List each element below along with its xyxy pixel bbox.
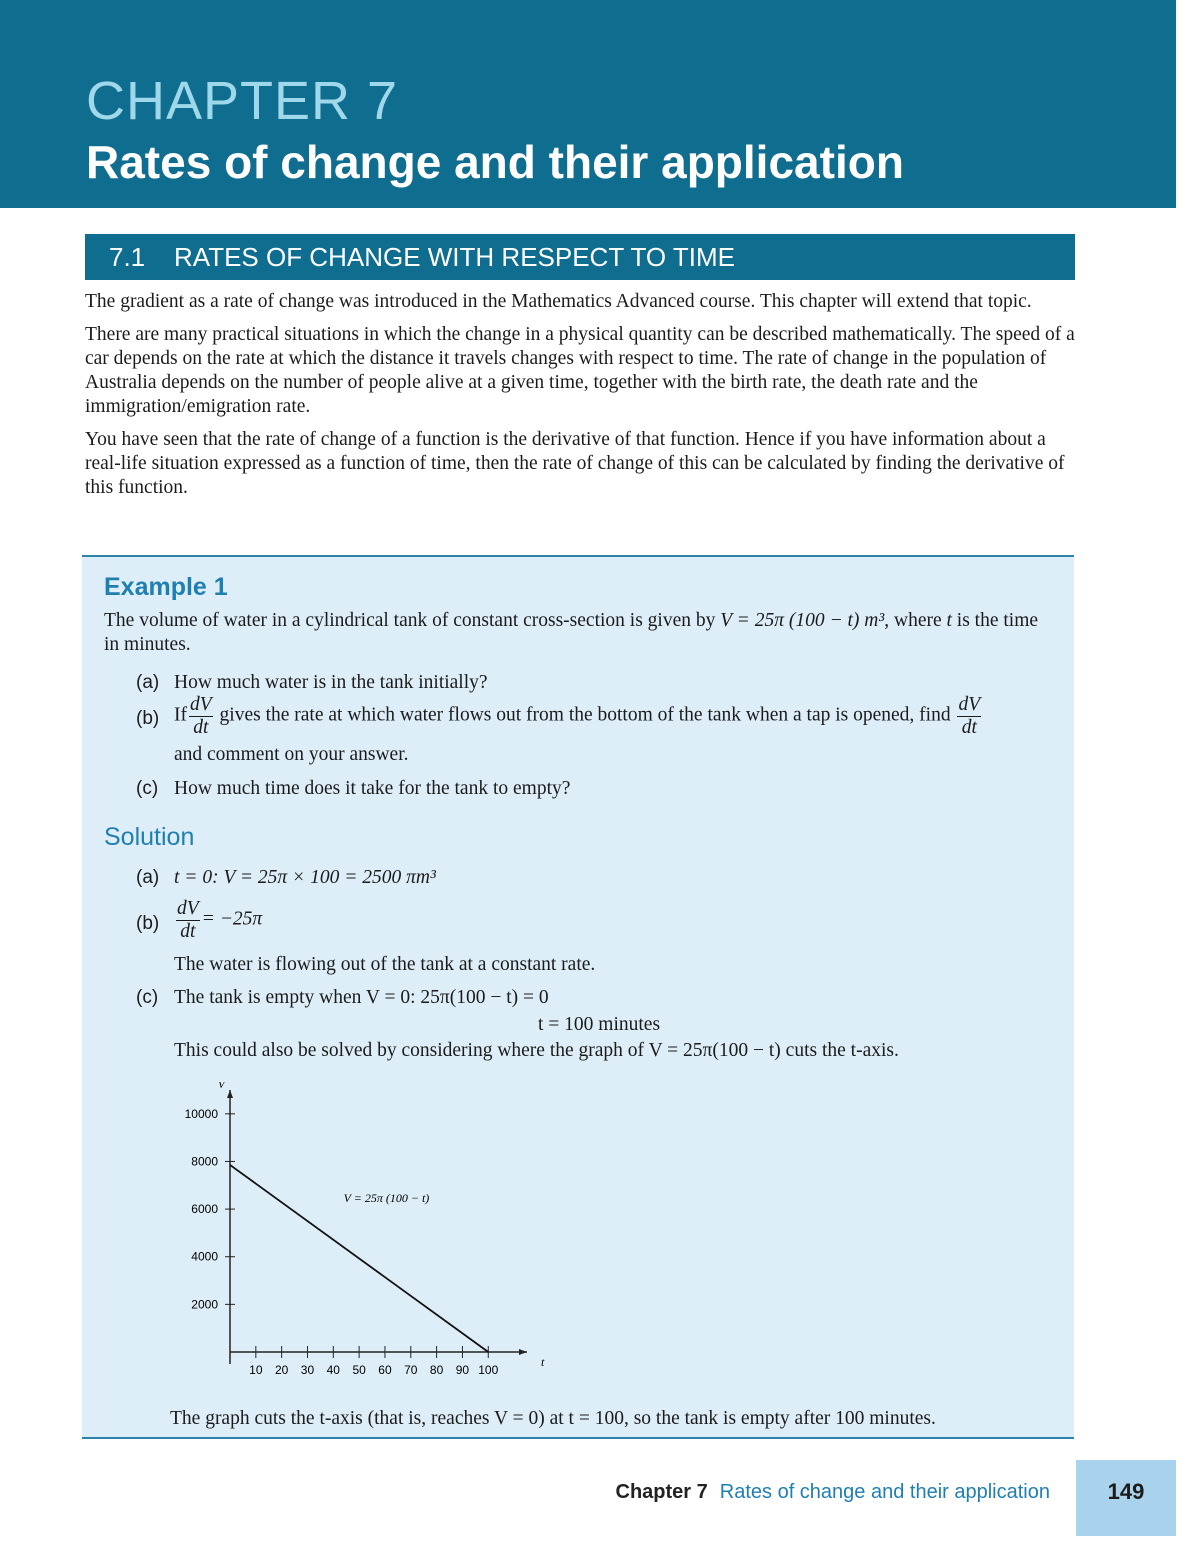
solution-heading: Solution: [104, 823, 195, 851]
chapter-label: CHAPTER 7: [86, 71, 399, 131]
y-tick-label: 2000: [191, 1297, 218, 1312]
section-heading-bar: [85, 234, 1075, 280]
footer-title: Rates of change and their application: [719, 1481, 1050, 1503]
chapter-header-band: [0, 0, 1176, 208]
page-footer: [616, 1480, 1050, 1504]
part-a-label: (a): [136, 672, 160, 693]
solution-c-label: (c): [136, 987, 159, 1008]
y-tick-label: 6000: [191, 1202, 218, 1217]
part-c-label: (c): [136, 778, 159, 799]
solution-a-text: t = 0: V = 25π × 100 = 2500 πm³: [174, 867, 436, 888]
solution-b-comment: The water is flowing out of the tank at a constant rate.: [174, 954, 596, 975]
solution-b-equation: $\frac{dV}{dt}$ = −25π: [177, 898, 263, 942]
part-b-text-end: and comment on your answer.: [174, 744, 409, 765]
page-number: 149: [1076, 1460, 1176, 1536]
y-tick-label: 4000: [191, 1249, 218, 1264]
x-axis-label: t: [541, 1355, 545, 1369]
footer-chapter: Chapter 7: [615, 1481, 708, 1503]
dv-dt-fraction: $\frac{dV}{dt}$: [177, 898, 199, 942]
example-statement: The volume of water in a cylindrical tank of constant cross-section is given by V = 25π (100 − t) m³, where t is the time in minutes.: [104, 610, 1039, 655]
part-b-label: (b): [136, 708, 160, 729]
part-c-text: How much time does it take for the tank to empty?: [174, 778, 571, 799]
x-tick-label: 40: [326, 1363, 340, 1377]
x-tick-label: 10: [249, 1363, 263, 1377]
y-axis-arrow: [227, 1090, 233, 1098]
solution-c-line3: This could also be solved by considering where the graph of V = 25π(100 − t) cuts the t-axis.: [174, 1040, 899, 1061]
x-tick-label: 50: [352, 1363, 366, 1377]
x-tick-label: 30: [300, 1363, 315, 1377]
x-tick-label: 100: [478, 1363, 499, 1377]
volume-time-graph: [172, 1082, 552, 1382]
example-box: [82, 555, 1074, 1439]
section-number: 7.1: [109, 242, 146, 272]
part-b-text: If $\frac{dV}{dt}$ gives the rate at which water flows out from the bottom of the tank when a tap is opened, find $\frac{dV}{dt}$: [174, 694, 981, 738]
solution-conclusion: The graph cuts the t-axis (that is, reaches V = 0) at t = 100, so the tank is empty after 100 minutes.: [170, 1408, 936, 1429]
x-tick-label: 20: [274, 1363, 289, 1377]
intro-paragraph: There are many practical situations in which the change in a physical quantity can be described mathematically. The speed of a car depends on the rate at which the distance it travels changes with respect to time. The rate of change in the population of Australia depends on the number of people alive at a given time, together with the birth rate, the death rate and the immigration/emigration rate.: [85, 324, 1075, 417]
solution-c-line2: t = 100 minutes: [538, 1014, 661, 1035]
y-tick-label: 8000: [191, 1154, 218, 1169]
dv-dt-fraction: $\frac{dV}{dt}$: [958, 694, 981, 738]
x-tick-label: 60: [378, 1363, 392, 1377]
x-axis-arrow: [519, 1349, 527, 1355]
intro-paragraph: The gradient as a rate of change was introduced in the Mathematics Advanced course. This chapter will extend that topic.: [85, 291, 1032, 312]
y-tick-label: 10000: [184, 1106, 218, 1121]
intro-text: [85, 290, 1075, 509]
solution-a-label: (a): [136, 867, 160, 888]
section-title: RATES OF CHANGE WITH RESPECT TO TIME: [174, 242, 735, 272]
part-a-text: How much water is in the tank initially?: [174, 672, 488, 693]
solution-b-label: (b): [136, 913, 160, 934]
chapter-title: Rates of change and their application: [86, 136, 904, 188]
dv-dt-fraction: $\frac{dV}{dt}$: [190, 694, 212, 738]
line-annotation: V = 25π (100 − t): [343, 1190, 430, 1205]
solution-c-line1: The tank is empty when V = 0: 25π(100 − t) = 0: [174, 987, 549, 1008]
volume-equation: V = 25π (100 − t) m³: [720, 610, 885, 631]
example-heading: Example 1: [104, 573, 228, 601]
x-tick-label: 90: [455, 1363, 470, 1377]
intro-paragraph: You have seen that the rate of change of a function is the derivative of that function. Hence if you have information about a real-life situation expressed as a function of time, then the rate of change of this can be calculated by finding the derivative of this function.: [85, 429, 1065, 498]
x-tick-label: 80: [429, 1363, 444, 1377]
x-tick-label: 70: [404, 1363, 418, 1377]
y-axis-label: V: [218, 1082, 225, 1091]
